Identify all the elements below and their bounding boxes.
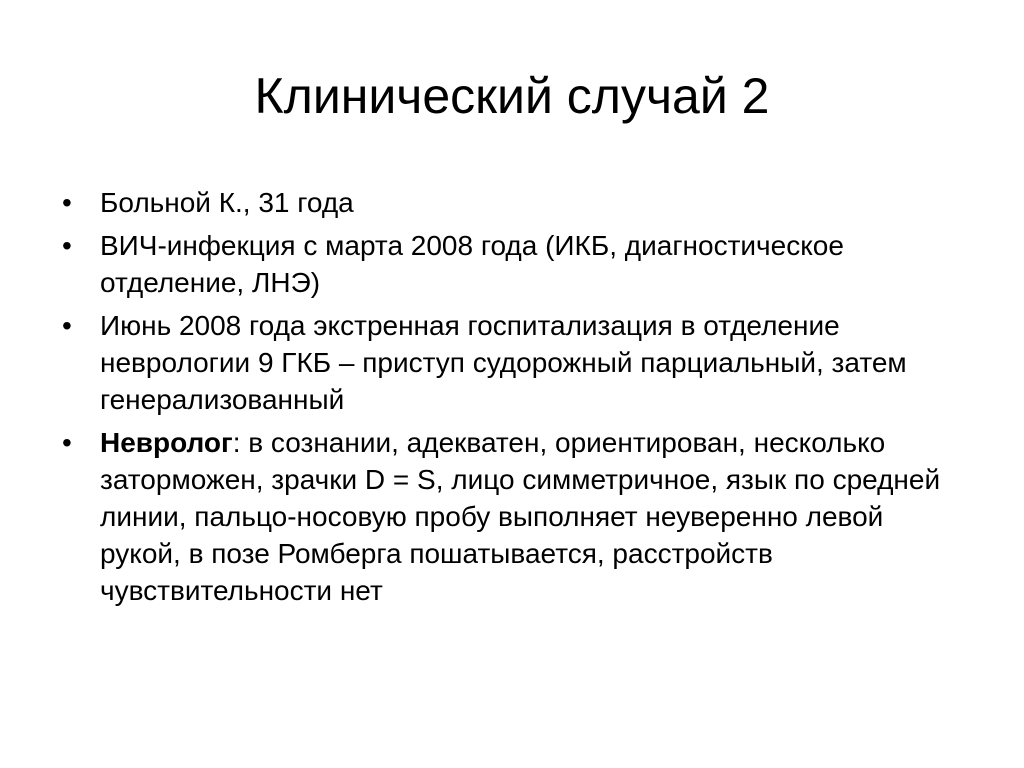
bullet-text: : в сознании, адекватен, ориентирован, несколько заторможен, зрачки D = S, лицо симметричное, язык по средней линии, пальцо-носовую пробу выполняет неуверенно левой рукой, в позе Ромберга пошатывается, расстройств чувствительности нет: [100, 427, 941, 606]
bullet-dot-icon: •: [62, 230, 72, 261]
bullet-item-hiv: [62, 227, 962, 301]
slide-title: Клинический случай 2: [254, 68, 770, 124]
bullet-text: ВИЧ-инфекция с марта 2008 года (ИКБ, диагностическое отделение, ЛНЭ): [100, 230, 844, 298]
bullet-item-patient: [62, 184, 962, 221]
bullet-list: [62, 184, 962, 615]
bullet-item-hospitalization: [62, 307, 962, 418]
bullet-text: Больной К., 31 года: [100, 187, 354, 218]
bullet-text: Июнь 2008 года экстренная госпитализация в отделение неврологии 9 ГКБ – приступ судорожный парциальный, затем генерализованный: [100, 310, 907, 415]
bullet-lead: Невролог: [100, 427, 233, 458]
bullet-item-neurologist: [62, 424, 962, 609]
bullet-dot-icon: •: [62, 187, 72, 218]
bullet-dot-icon: •: [62, 310, 72, 341]
bullet-dot-icon: •: [62, 427, 72, 458]
